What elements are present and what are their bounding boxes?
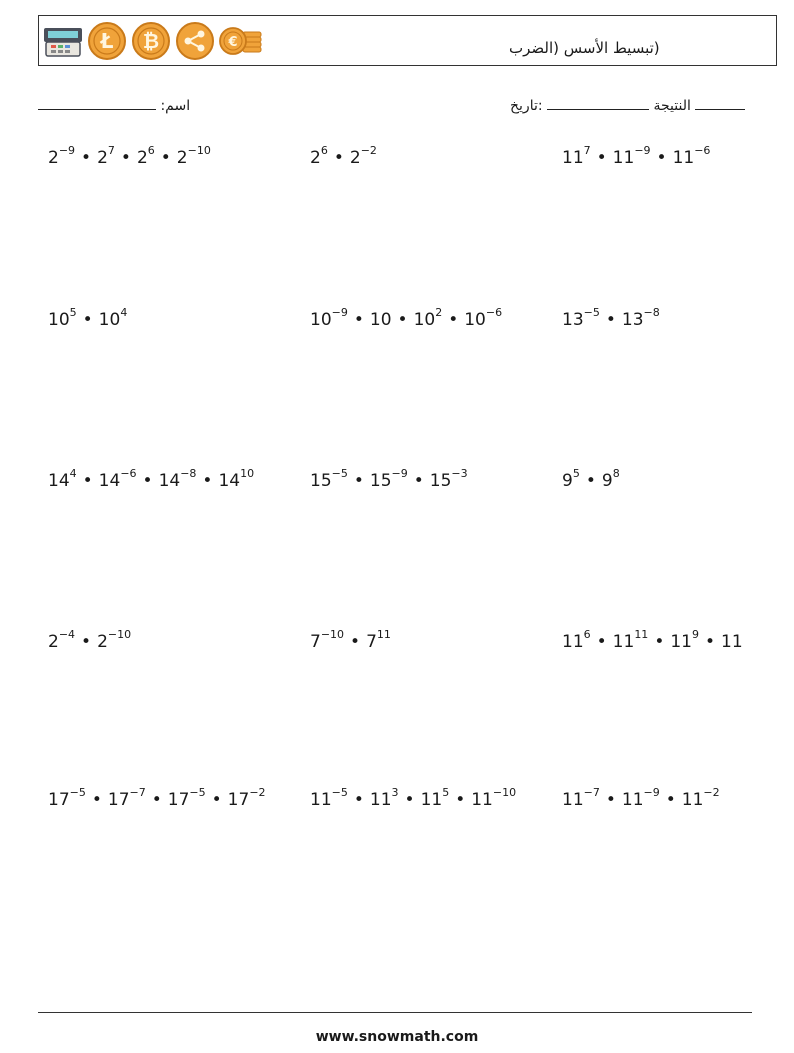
problem-8 [310,467,468,491]
term-exponent: −6 [694,144,711,158]
problem-6 [562,306,660,330]
term-exponent: −9 [634,144,651,158]
multiply-dot: • [353,471,364,491]
problem-11 [310,628,391,652]
svg-text:Ł: Ł [100,29,114,53]
svg-text:€: € [228,35,238,50]
multiply-dot: • [142,471,153,491]
multiply-dot: • [350,632,361,652]
footer-divider [38,1012,752,1013]
term-base: 2 [97,632,108,652]
multiply-dot: • [82,471,93,491]
problem-2 [310,144,377,168]
multiply-dot: • [585,471,596,491]
term-base: 10 [369,310,392,330]
term-exponent: 5 [572,467,580,481]
term-base: 13 [621,310,644,330]
multiply-dot: • [605,790,616,810]
term-base: 15 [369,471,392,491]
term-exponent: 3 [391,786,399,800]
term-exponent: 6 [583,628,591,642]
term-base: 11 [612,148,635,168]
term-exponent: −10 [187,144,211,158]
term-exponent: −6 [120,467,137,481]
problem-9 [562,467,620,491]
term-exponent: 9 [691,628,699,642]
problem-15 [562,786,720,810]
problem-14 [310,786,517,810]
euro-coins-icon [219,26,263,56]
term-base: 11 [670,632,692,652]
term-exponent: 11 [376,628,391,642]
term-exponent: 8 [612,467,620,481]
term-exponent: 11 [634,628,649,642]
name-label: :اسم [160,98,191,114]
term-exponent: −7 [583,786,600,800]
worksheet-header [38,15,777,66]
svg-text:₿: ₿ [142,29,160,53]
term-base: 2 [136,148,148,168]
multiply-dot: • [654,632,665,652]
term-base: 17 [48,790,70,810]
multiply-dot: • [81,632,92,652]
term-exponent: −5 [69,786,86,800]
term-base: 10 [413,310,436,330]
term-base: 2 [97,148,108,168]
term-base: 11 [562,790,584,810]
date-blank[interactable] [695,95,745,110]
term-exponent: 5 [69,306,77,320]
term-exponent: −9 [643,786,660,800]
multiply-dot: • [211,790,222,810]
term-base: 11 [369,790,392,810]
problem-7 [48,467,255,491]
term-exponent: 7 [583,144,591,158]
term-exponent: −2 [360,144,377,158]
multiply-dot: • [151,790,162,810]
multiply-dot: • [596,632,607,652]
term-base: 17 [107,790,130,810]
term-exponent: −9 [58,144,76,158]
name-blank[interactable] [38,95,156,110]
term-base: 14 [98,471,121,491]
term-base: 11 [612,632,635,652]
term-exponent: −10 [107,628,132,642]
term-base: 10 [464,310,486,330]
multiply-dot: • [202,471,213,491]
term-base: 11 [420,790,443,810]
term-base: 17 [167,790,190,810]
term-exponent: −2 [249,786,266,800]
multiply-dot: • [413,471,424,491]
multiply-dot: • [596,148,607,168]
term-base: 11 [621,790,644,810]
term-base: 9 [601,471,613,491]
term-base: 11 [562,632,584,652]
term-base: 15 [310,471,332,491]
term-exponent: −8 [643,306,660,320]
term-exponent: 4 [69,467,77,481]
problem-1 [48,144,211,168]
problem-12 [562,628,743,652]
problem-10 [48,628,132,652]
multiply-dot: • [605,310,616,330]
term-base: 10 [310,310,332,330]
term-exponent: −10 [320,628,345,642]
term-exponent: −4 [58,628,76,642]
date-result-field [510,95,745,114]
multiply-dot: • [404,790,415,810]
multiply-dot: • [120,148,131,168]
term-exponent: −5 [189,786,206,800]
term-base: 17 [227,790,250,810]
problem-4 [48,306,128,330]
term-exponent: −9 [331,306,348,320]
multiply-dot: • [353,790,364,810]
multiply-dot: • [656,148,667,168]
term-base: 11 [471,790,493,810]
term-base: 7 [310,632,321,652]
term-base: 2 [176,148,188,168]
multiply-dot: • [665,790,676,810]
term-exponent: 6 [320,144,328,158]
problem-13 [48,786,266,810]
term-base: 11 [310,790,332,810]
term-base: 9 [562,471,573,491]
term-exponent: −6 [485,306,503,320]
term-exponent: −5 [331,467,348,481]
multiply-dot: • [397,310,408,330]
term-base: 11 [562,148,584,168]
term-base: 14 [218,471,241,491]
term-exponent: 10 [240,467,255,481]
term-base: 14 [48,471,70,491]
multiply-dot: • [160,148,171,168]
term-exponent: 2 [435,306,443,320]
date-label: :تاريخ [510,98,543,114]
term-exponent: 4 [120,306,128,320]
term-base: 11 [672,148,695,168]
multiply-dot: • [448,310,459,330]
multiply-dot: • [81,148,92,168]
term-exponent: 5 [442,786,450,800]
header-icons [43,22,267,60]
term-exponent: −9 [391,467,408,481]
problem-5 [310,306,503,330]
result-blank[interactable] [547,95,649,110]
term-base: 2 [48,632,59,652]
multiply-dot: • [82,310,93,330]
term-base: 2 [349,148,361,168]
term-exponent: −7 [129,786,146,800]
term-base: 15 [429,471,452,491]
term-base: 2 [48,148,59,168]
term-exponent: 7 [107,144,115,158]
term-exponent: −8 [180,467,197,481]
problem-3 [562,144,711,168]
term-base: 11 [721,632,743,652]
term-exponent: 6 [147,144,155,158]
multiply-dot: • [353,310,364,330]
multiply-dot: • [704,632,716,652]
cash-register-icon [43,24,83,58]
term-base: 7 [366,632,377,652]
term-base: 14 [158,471,181,491]
term-exponent: −3 [451,467,468,481]
name-field [38,95,190,114]
term-exponent: −5 [583,306,600,320]
result-label: النتيجة [653,98,691,114]
term-base: 10 [98,310,121,330]
term-base: 10 [48,310,70,330]
term-base: 2 [310,148,321,168]
multiply-dot: • [333,148,344,168]
footer-website: www.snowmath.com [315,1029,479,1045]
term-base: 13 [562,310,584,330]
bitcoin-icon [131,21,171,61]
multiply-dot: • [91,790,102,810]
worksheet-title: (تبسيط الأسس (الضرب [509,39,660,57]
term-base: 11 [681,790,704,810]
multiply-dot: • [455,790,466,810]
term-exponent: −5 [331,786,348,800]
litecoin-icon [87,21,127,61]
term-exponent: −2 [703,786,720,800]
share-coin-icon [175,21,215,61]
term-exponent: −10 [492,786,517,800]
